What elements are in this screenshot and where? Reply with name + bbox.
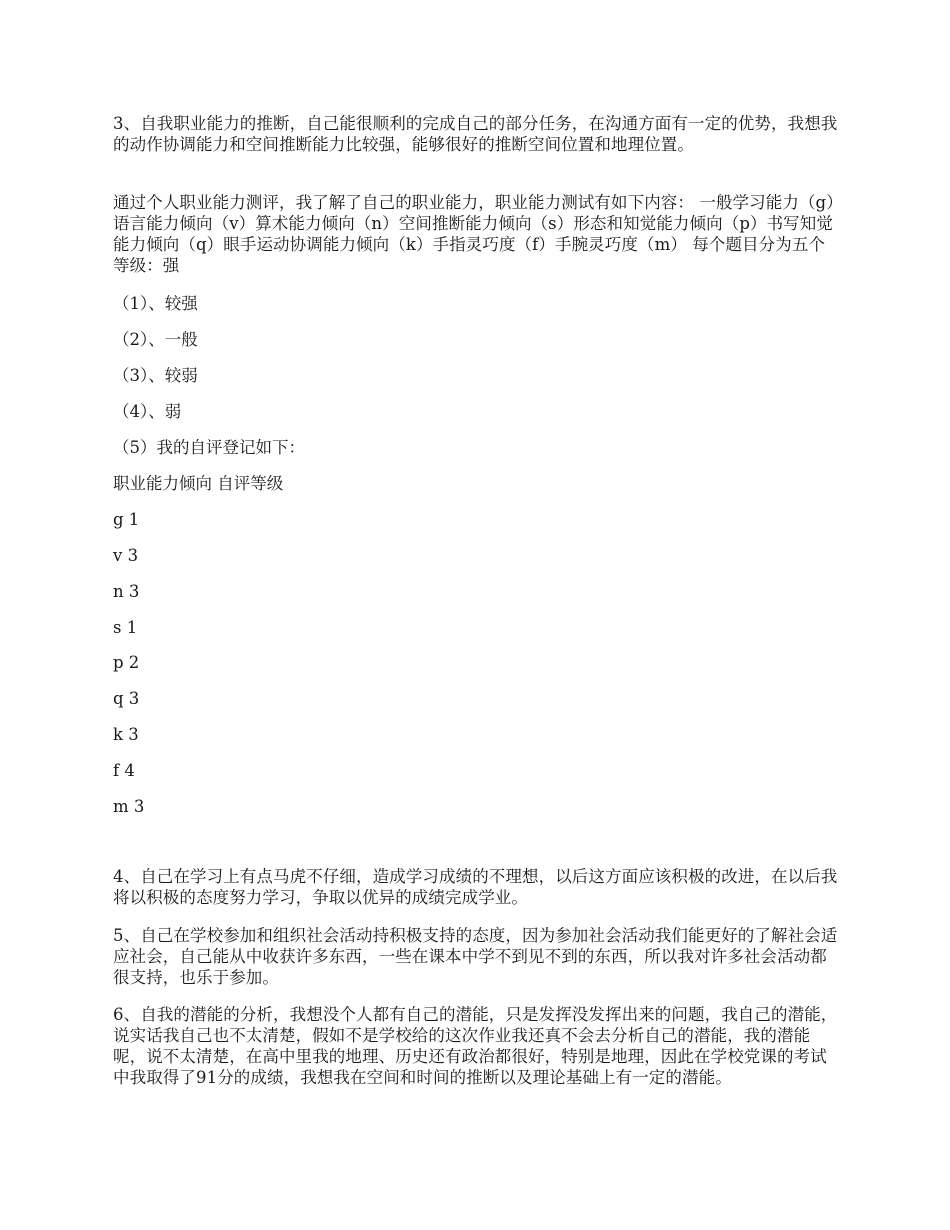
- rating-row-q: q 3: [113, 689, 140, 708]
- rating-row-g: g 1: [113, 510, 140, 529]
- level-item-3: （3）、较弱: [113, 366, 198, 385]
- paragraph-potential-analysis: 6、自我的潜能的分析，我想没个人都有自己的潜能，只是发挥没发挥出来的问题，我自己的潜能，说实话我自己也不太清楚，假如不是学校给的这次作业我还真不会去分析自己的潜能，我的潜能呢，说不太清楚，在高中里我的地理、历史还有政治都很好，特别是地理，因此在学校党课的考试中我取得了91分的成绩，我想我在空间和时间的推断以及理论基础上有一定的潜能。: [113, 1005, 838, 1087]
- rating-row-v: v 3: [113, 546, 139, 565]
- paragraph-ability-test-intro: 通过个人职业能力测评，我了解了自己的职业能力，职业能力测试有如下内容： 一般学习能力（g）语言能力倾向（v）算术能力倾向（n）空间推断能力倾向（s）形态和知觉能力倾向（p）书写知觉能力倾向（q）眼手运动协调能力倾向（k）手指灵巧度（f）手腕灵巧度（m） 每个题目分为五个等级：强: [113, 193, 835, 275]
- paragraph-study-habits: 4、自己在学习上有点马虎不仔细，造成学习成绩的不理想，以后这方面应该积极的改进，在以后我将以积极的态度努力学习，争取以优异的成绩完成学业。: [113, 867, 838, 907]
- rating-row-n: n 3: [113, 582, 140, 601]
- rating-row-p: p 2: [113, 653, 140, 672]
- rating-table-header: 职业能力倾向 自评等级: [113, 474, 284, 493]
- rating-row-m: m 3: [113, 797, 145, 816]
- rating-row-s: s 1: [113, 618, 138, 637]
- level-item-4: （4）、弱: [113, 402, 182, 421]
- level-item-5: （5）我的自评登记如下：: [113, 438, 305, 457]
- paragraph-social-activities: 5、自己在学校参加和组织社会活动持积极支持的态度，因为参加社会活动我们能更好的了解社会适应社会，自己能从中收获许多东西，一些在课本中学不到见不到的东西，所以我对许多社会活动都很支持，也乐于参加。: [113, 926, 838, 987]
- paragraph-self-ability: 3、自我职业能力的推断，自己能很顺利的完成自己的部分任务，在沟通方面有一定的优势，我想我的动作协调能力和空间推断能力比较强，能够很好的推断空间位置和地理位置。: [113, 114, 838, 154]
- rating-row-f: f 4: [113, 761, 135, 780]
- rating-row-k: k 3: [113, 725, 139, 744]
- level-item-1: （1）、较强: [113, 294, 198, 313]
- level-item-2: （2）、一般: [113, 330, 198, 349]
